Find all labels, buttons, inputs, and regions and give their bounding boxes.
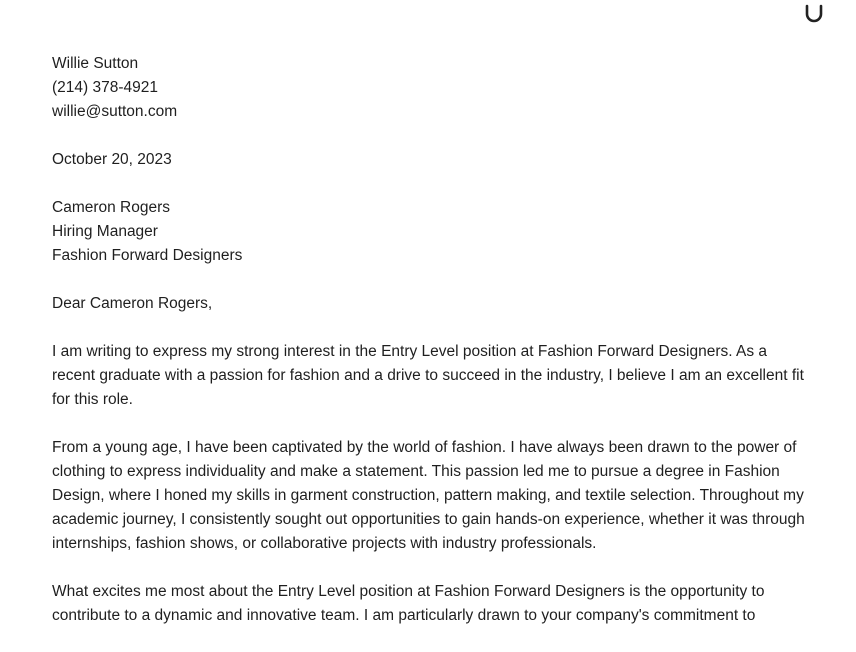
letter-date: October 20, 2023 <box>52 151 172 168</box>
recipient-block <box>52 196 812 268</box>
body-paragraph-1: I am writing to express my strong interest in the Entry Level position at Fashion Forward Designers. As a recent graduate with a passion for fashion and a drive to succeed in the industry, I believe I am an excellent fit for this role. <box>52 343 804 408</box>
recipient-name: Cameron Rogers <box>52 199 171 216</box>
body-paragraph-2: From a young age, I have been captivated by the world of fashion. I have always been drawn to the power of clothing to express individuality and make a statement. This passion led me to pursue a degree in Fashion Design, where I honed my skills in garment construction, pattern making, and textile selection. Throughout my academic journey, I consistently sought out opportunities to gain hands-on experience, whether it was through internships, fashion shows, or collaborative projects with industry professionals. <box>52 439 805 552</box>
salutation <box>52 292 812 316</box>
body-paragraph-3: What excites me most about the Entry Level position at Fashion Forward Designers is the opportunity to contribute to a dynamic and innovative team. I am particularly drawn to your company's commitment to <box>52 583 765 624</box>
salutation-text: Dear Cameron Rogers, <box>52 295 213 312</box>
sender-block <box>52 52 812 124</box>
sender-email: willie@sutton.com <box>52 103 178 120</box>
loading-spinner-icon <box>803 0 825 26</box>
sender-phone: (214) 378-4921 <box>52 79 158 96</box>
sender-name: Willie Sutton <box>52 55 139 72</box>
date-block <box>52 148 812 172</box>
recipient-company: Fashion Forward Designers <box>52 247 243 264</box>
recipient-title: Hiring Manager <box>52 223 158 240</box>
cover-letter <box>52 52 812 652</box>
